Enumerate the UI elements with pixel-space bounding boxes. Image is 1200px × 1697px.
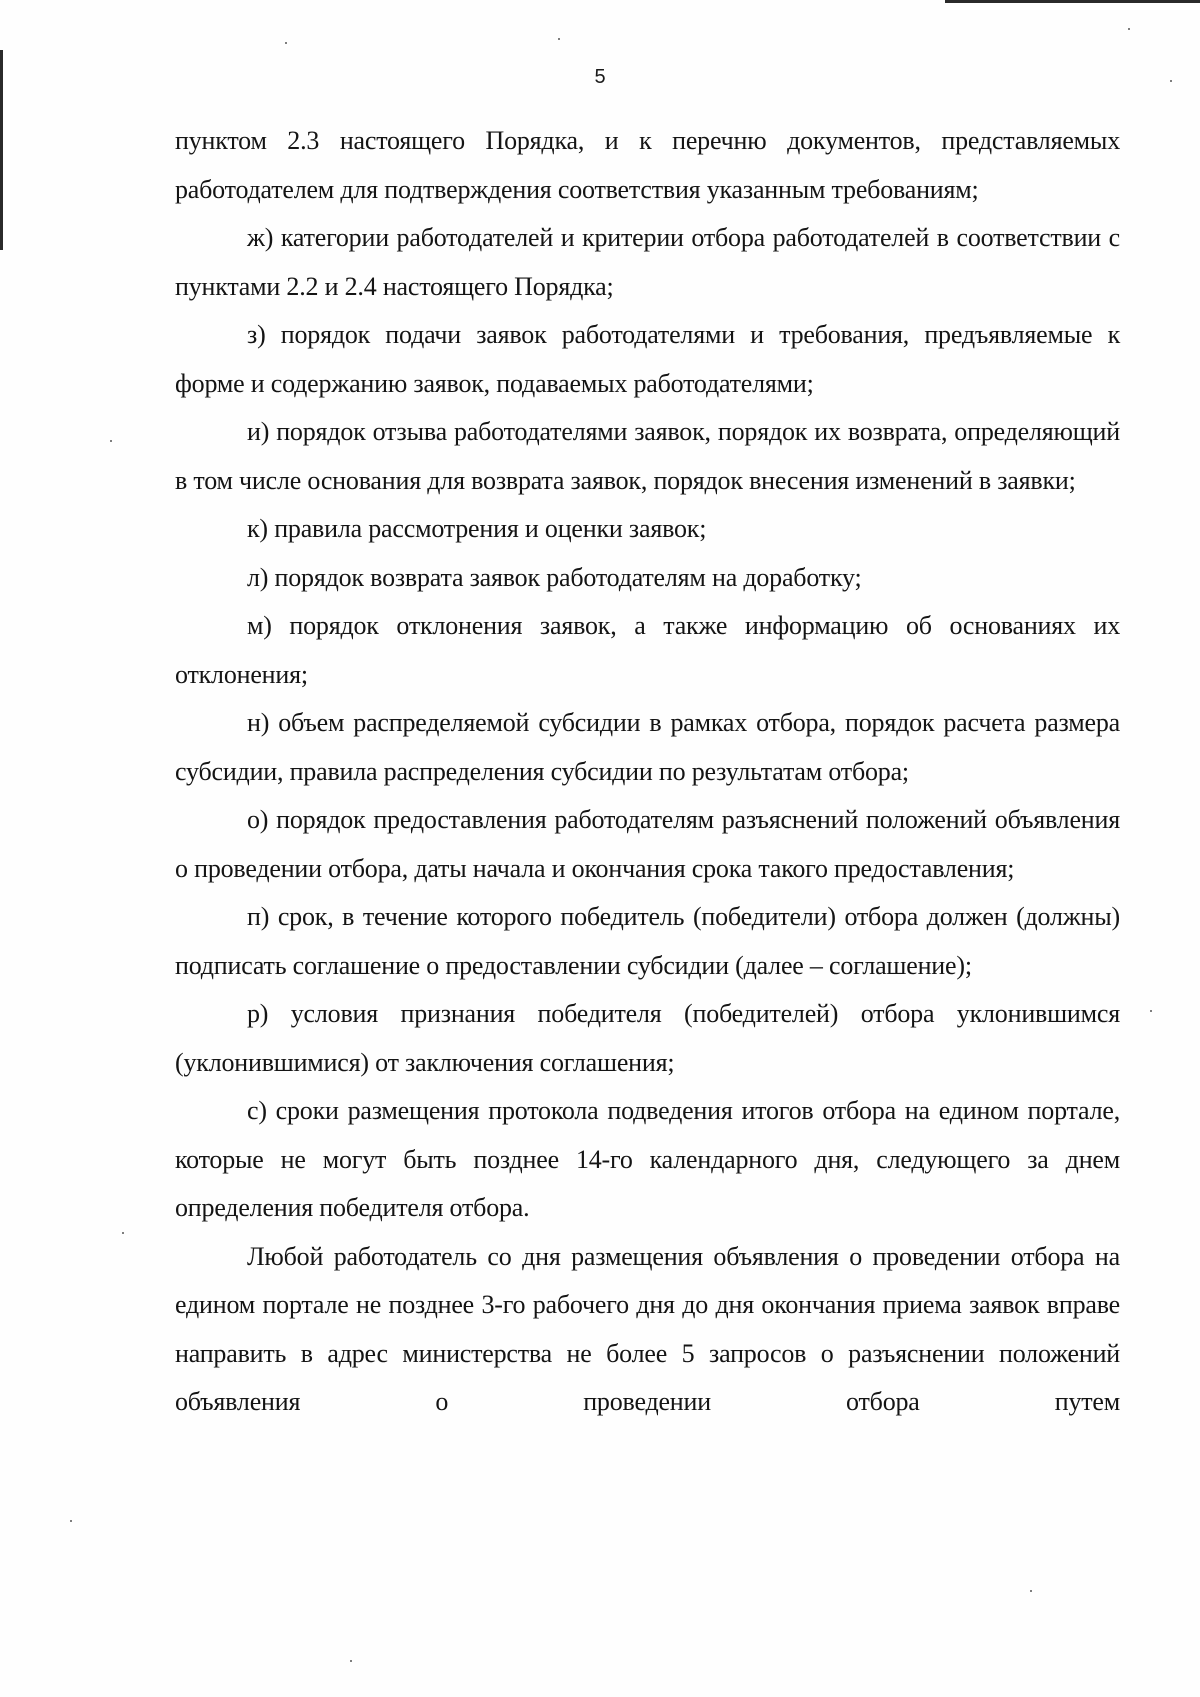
list-item-l: л) порядок возврата заявок работодателям на доработку; [247,562,862,592]
paragraph-clarification-requests: Любой работодатель со дня размещения объявления о проведении отбора на едином портале не позднее 3-го рабочего дня до дня окончания приема заявок вправе направить в адрес министерства не более 5 запросов о разъяснении положений объявления о проведении отбора путем [175,1241,1120,1416]
list-item-zh: ж) категории работодателей и критерии отбора работодателей в соответствии с пунктами 2.2 и 2.4 настоящего Порядка; [175,223,1120,301]
page-number: 5 [594,66,606,88]
list-item-k: к) правила рассмотрения и оценки заявок; [247,514,707,543]
list-item-r: р) условия признания победителя (победителей) отбора уклонившимся (уклонившимися) от заключения соглашения; [175,999,1120,1077]
scan-speck [1170,80,1172,82]
paragraph-continuation: пунктом 2.3 настоящего Порядка, и к перечню документов, представляемых работодателем для подтверждения соответствия указанным требованиям; [175,126,1120,204]
scan-speck [1150,1010,1152,1012]
scan-speck [110,440,112,442]
scan-speck [558,38,560,40]
scan-speck [285,42,287,44]
scan-edge-top [945,0,1200,3]
scan-speck [1030,1590,1032,1592]
list-item-z: з) порядок подачи заявок работодателями и требования, предъявляемые к форме и содержанию заявок, подаваемых работодателями; [175,320,1120,398]
scan-speck [350,1660,352,1662]
scan-speck [1128,28,1130,30]
list-item-o: о) порядок предоставления работодателям разъяснений положений объявления о проведении отбора, даты начала и окончания срока такого предоставления; [175,805,1120,883]
list-item-m: м) порядок отклонения заявок, а также информацию об основаниях их отклонения; [175,611,1120,689]
list-item-i: и) порядок отзыва работодателями заявок, порядок их возврата, определяющий в том числе основания для возврата заявок, порядок внесения изменений в заявки; [175,417,1120,495]
scan-speck [70,1520,72,1522]
document-body [175,117,1120,1427]
list-item-n: н) объем распределяемой субсидии в рамках отбора, порядок расчета размера субсидии, правила распределения субсидии по результатам отбора; [175,708,1120,786]
list-item-p: п) срок, в течение которого победитель (победители) отбора должен (должны) подписать соглашение о предоставлении субсидии (далее – соглашение); [175,902,1120,980]
scan-speck [122,1232,124,1234]
list-item-s: с) сроки размещения протокола подведения итогов отбора на едином портале, которые не могут быть позднее 14-го календарного дня, следующего за днем определения победителя отбора. [175,1096,1120,1222]
